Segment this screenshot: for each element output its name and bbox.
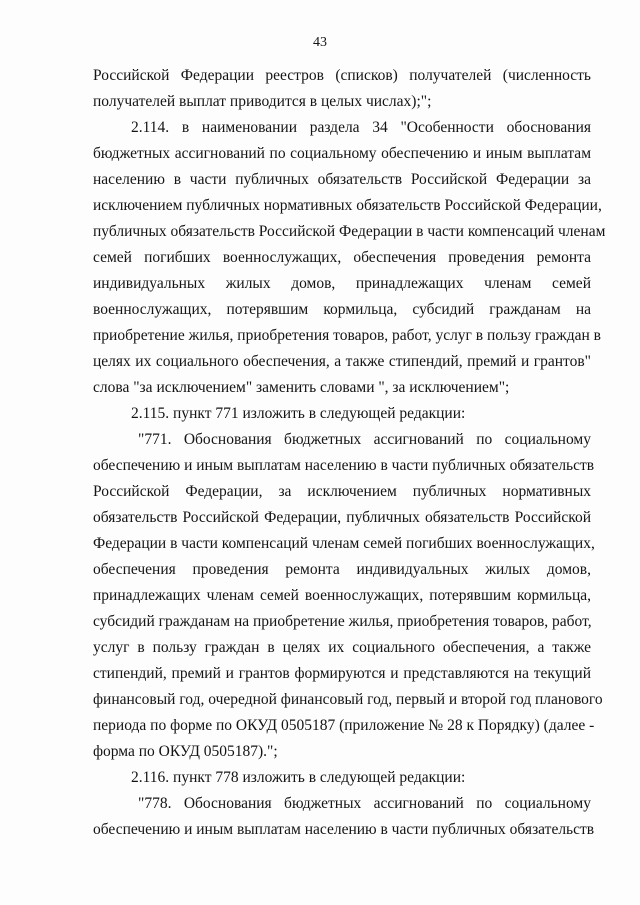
text-line: Российской Федерации реестров (списков) получателей (численность — [93, 67, 591, 84]
text-line: форма по ОКУД 0505187)."; — [93, 743, 278, 760]
text-line: периода по форме по ОКУД 0505187 (приложение № 28 к Порядку) (далее - — [93, 717, 595, 734]
text-line: обеспечению и иным выплатам населению в части публичных обязательств — [93, 821, 595, 838]
text-line: обязательств Российской Федерации, публичных обязательств Российской — [93, 509, 591, 526]
text-line: населению в части публичных обязательств Российской Федерации за — [93, 171, 591, 188]
text-line: приобретение жилья, приобретения товаров, работ, услуг в пользу граждан в — [93, 327, 602, 344]
text-line: Российской Федерации, за исключением публичных нормативных — [93, 483, 591, 500]
text-line: "771. Обоснования бюджетных ассигнований по социальному — [138, 431, 591, 448]
text-line: финансовый год, очередной финансовый год, первый и второй год планового — [93, 691, 603, 708]
text-line: обеспечения проведения ремонта индивидуальных жилых домов, — [93, 561, 591, 578]
text-line: целях их социального обеспечения, а также стипендий, премий и грантов" — [93, 353, 591, 370]
text-line: слова "за исключением" заменить словами ", за исключением"; — [93, 379, 510, 396]
text-line: субсидий гражданам на приобретение жилья, приобретения товаров, работ, — [93, 613, 592, 630]
text-line: стипендий, премий и грантов формируются и представляются на текущий — [93, 665, 591, 682]
text-line: семей погибших военнослужащих, обеспечения проведения ремонта — [93, 249, 591, 266]
page-number: 43 — [313, 35, 327, 50]
text-line: публичных обязательств Российской Федерации в части компенсаций членам — [93, 223, 606, 240]
text-line: исключением публичных нормативных обязательств Российской Федерации, — [93, 197, 602, 214]
text-line: бюджетных ассигнований по социальному обеспечению и иным выплатам — [93, 145, 591, 162]
text-line: 2.115. пункт 771 изложить в следующей редакции: — [131, 405, 466, 422]
text-line: Федерации в части компенсаций членам семей погибших военнослужащих, — [93, 535, 595, 552]
text-line: "778. Обоснования бюджетных ассигнований по социальному — [138, 795, 591, 812]
text-line: принадлежащих членам семей военнослужащих, потерявшим кормильца, — [93, 587, 591, 604]
text-line: 2.114. в наименовании раздела 34 "Особенности обоснования — [131, 119, 591, 136]
text-line: военнослужащих, потерявшим кормильца, субсидий гражданам на — [93, 301, 591, 318]
text-line: услуг в пользу граждан в целях их социального обеспечения, а также — [93, 639, 591, 656]
text-line: обеспечению и иным выплатам населению в части публичных обязательств — [93, 457, 595, 474]
text-line: индивидуальных жилых домов, принадлежащих членам семей — [93, 275, 591, 292]
text-line: получателей выплат приводится в целых числах);"; — [93, 93, 432, 110]
text-line: 2.116. пункт 778 изложить в следующей редакции: — [131, 769, 466, 786]
